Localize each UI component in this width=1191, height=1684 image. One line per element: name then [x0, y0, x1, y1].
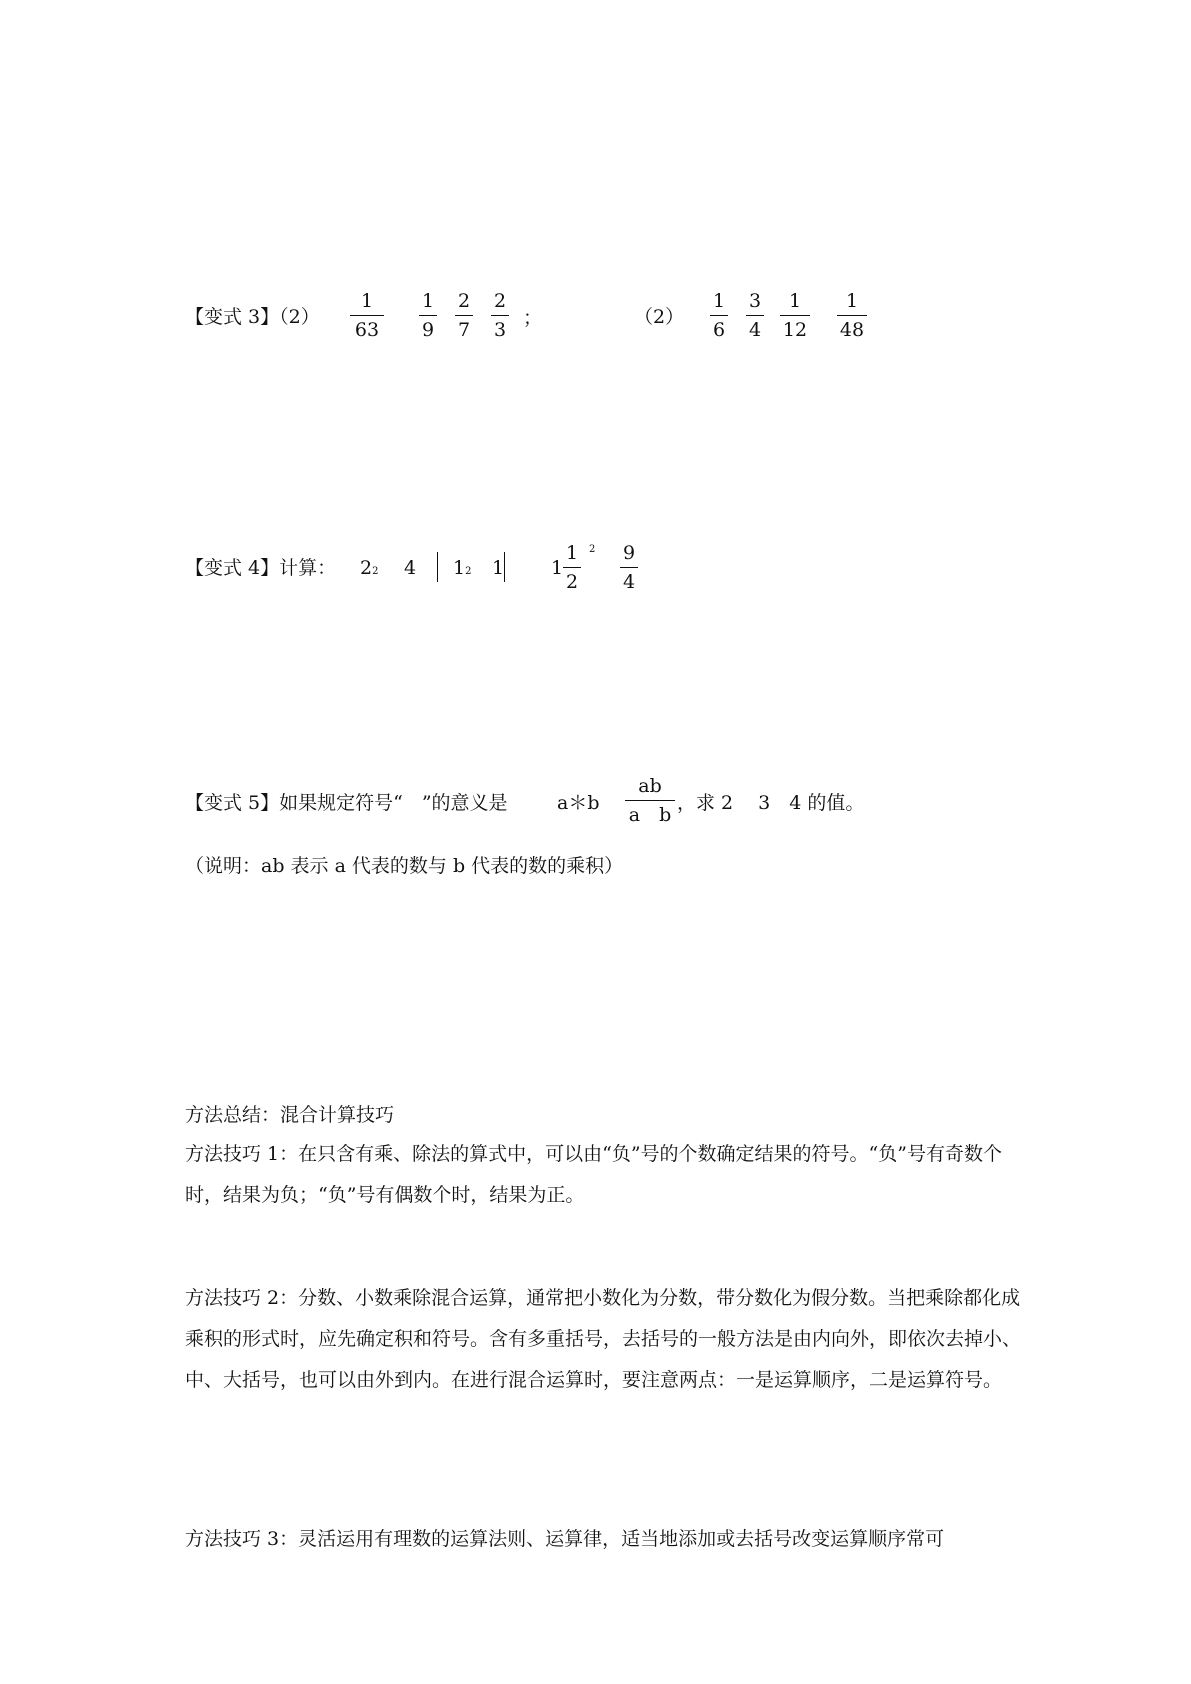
fraction-bar	[625, 800, 675, 801]
v5-fraction	[625, 775, 675, 826]
v5-expression: a＊b	[557, 792, 600, 814]
method-tip-2: 方法技巧 2：分数、小数乘除混合运算，通常把小数化为分数，带分数化为假分数。当把乘除都化成乘积的形式时，应先确定积和符号。含有多重括号，去括号的一般方法是由内向外，即依次去掉小、中、大括号，也可以由外到内。在进行混合运算时，要注意两点：一是运算顺序，二是运算符号。	[185, 1287, 1022, 1391]
v3-fraction-1-denominator: 63	[354, 319, 380, 341]
v4-mixed-whole: 1	[551, 557, 564, 579]
v4-fraction-half-numerator: 1	[565, 542, 579, 564]
v4-base-2: 1	[453, 557, 466, 579]
fraction-bar	[563, 567, 581, 568]
v3-fraction-4-denominator: 3	[493, 319, 507, 341]
v3-fraction-2-numerator: 1	[421, 290, 435, 312]
v3-fraction-2-denominator: 9	[421, 319, 435, 341]
v3-fraction-8-numerator: 1	[845, 290, 859, 312]
fraction-bar	[350, 315, 384, 316]
v3-fraction-6	[746, 290, 764, 341]
v4-base: 2	[360, 557, 373, 579]
v5-fraction-denominator: a b	[628, 804, 672, 826]
v4-term-1sq	[453, 556, 471, 584]
v3-fraction-4-numerator: 2	[493, 290, 507, 312]
v3-fraction-5-denominator: 6	[712, 319, 726, 341]
abs-bar-right	[504, 552, 505, 582]
abs-bar-left	[437, 552, 438, 582]
v3-fraction-1-numerator: 1	[360, 290, 374, 312]
fraction-bar	[620, 567, 638, 568]
v3-fraction-1	[350, 290, 384, 341]
v5-tail: ，求 2 3 4 的值。	[677, 792, 865, 814]
variant-4-label: 【变式 4】计算：	[185, 557, 337, 579]
v4-exponent-3: 2	[589, 544, 596, 555]
fraction-bar	[455, 315, 473, 316]
v3-fraction-2	[419, 290, 437, 341]
v3-fraction-8-denominator: 48	[839, 319, 865, 341]
v3-fraction-7-denominator: 12	[782, 319, 808, 341]
variant-3-part-2-label: （2）	[634, 306, 685, 328]
fraction-bar	[419, 315, 437, 316]
method-tip-1: 方法技巧 1：在只含有乘、除法的算式中，可以由“负”号的个数确定结果的符号。“负”号有奇数个时，结果为负；“负”号有偶数个时，结果为正。	[185, 1143, 1002, 1206]
v3-fraction-7	[780, 290, 810, 341]
v3-fraction-4	[491, 290, 509, 341]
v3-fraction-3-denominator: 7	[457, 319, 471, 341]
v4-fraction-9-4-numerator: 9	[622, 542, 636, 564]
semicolon: ；	[523, 307, 543, 329]
v3-fraction-6-numerator: 3	[748, 290, 762, 312]
fraction-bar	[780, 315, 810, 316]
v4-exponent-2: 2	[465, 566, 472, 577]
fraction-bar	[746, 315, 764, 316]
fraction-bar	[837, 315, 867, 316]
v3-fraction-5-numerator: 1	[712, 290, 726, 312]
variant-5-label: 【变式 5】如果规定符号“ ”的意义是	[185, 792, 508, 814]
v5-note: （说明：ab 表示 a 代表的数与 b 代表的数的乘积）	[185, 855, 624, 877]
v3-fraction-8	[837, 290, 867, 341]
method-tip-3: 方法技巧 3：灵活运用有理数的运算法则、运算律，适当地添加或去括号改变运算顺序常可	[185, 1528, 945, 1550]
v4-term-2	[360, 556, 378, 584]
v5-fraction-numerator: ab	[638, 775, 662, 797]
v3-fraction-3-numerator: 2	[457, 290, 471, 312]
v3-fraction-3	[455, 290, 473, 341]
v3-fraction-7-numerator: 1	[788, 290, 802, 312]
v4-fraction-nine-quarters	[620, 542, 638, 593]
v4-term-1: 1	[492, 557, 505, 579]
variant-3-label: 【变式 3】（2）	[185, 306, 320, 328]
v3-fraction-5	[710, 290, 728, 341]
fraction-bar	[710, 315, 728, 316]
fraction-bar	[491, 315, 509, 316]
v3-fraction-6-denominator: 4	[748, 319, 762, 341]
v4-exponent: 2	[372, 566, 379, 577]
v4-fraction-9-4-denominator: 4	[622, 571, 636, 593]
v4-fraction-half-denominator: 2	[565, 571, 579, 593]
v4-term-4: 4	[404, 557, 417, 579]
v4-fraction-half	[563, 542, 581, 593]
summary-title: 方法总结：混合计算技巧	[185, 1104, 395, 1126]
